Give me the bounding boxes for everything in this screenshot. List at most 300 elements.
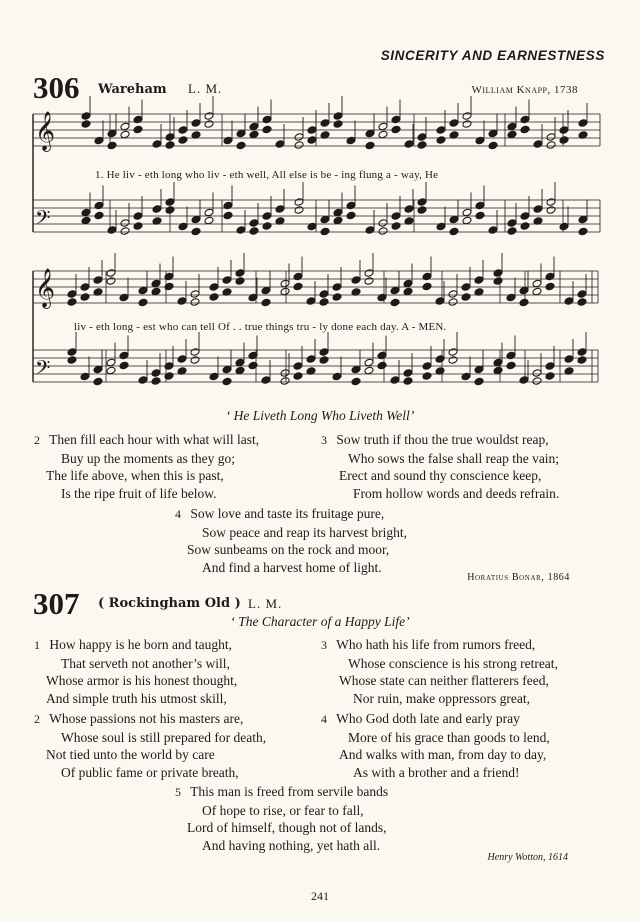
note-head [191,215,201,224]
note-head [93,365,103,374]
note-head [448,290,458,299]
note-head [223,136,233,145]
note-head [319,348,329,357]
note-head [294,141,304,150]
note-head [377,361,387,370]
note-head [236,226,246,235]
note-head [106,366,116,375]
note-head [307,222,317,231]
verse-line: And having nothing, yet hath all. [202,837,381,853]
note-head [578,119,588,128]
note-head [493,366,503,375]
hymn-307-verse-5 [175,783,388,854]
note-head [249,122,259,131]
note-head [67,348,77,357]
note-head [222,365,232,374]
note-head [488,226,498,235]
verse-line: And find a harvest home of light. [202,559,382,575]
hymn-306-verse-3 [321,431,559,502]
note-head [546,198,556,207]
bass-clef: 𝄢 [35,356,51,384]
note-head [248,293,258,302]
note-head [448,356,458,365]
note-head [81,216,91,225]
hymn-306-lyrics-line-2: liv - eth long - est who can tell Of . . true things tru - ly done each day. A - MEN. [74,321,447,333]
note-head [294,206,304,215]
note-head [190,356,200,365]
note-head [493,277,503,286]
note-head [120,219,130,228]
note-head [262,212,272,221]
note-head [520,222,530,231]
note-head [319,298,329,307]
note-head [378,219,388,228]
note-head [390,376,400,385]
verse-line: 2 Whose passions not his masters are, [34,711,244,726]
note-head [364,269,374,278]
note-head [209,293,219,302]
note-head [435,297,445,306]
note-head [378,130,388,139]
note-head [577,356,587,365]
note-head [235,277,245,286]
note-head [293,372,303,381]
note-head [333,120,343,129]
note-head [390,286,400,295]
hymn-306-composer: William Knapp, 1738 [471,84,578,96]
verse-line: Sow sunbeams on the rock and moor, [187,542,390,557]
verse-line: The life above, when this is past, [46,468,224,483]
verse-line: Of public fame or private breath, [61,764,239,780]
note-head [506,361,516,370]
section-header: SINCERITY AND EARNESTNESS [380,48,605,63]
note-head [417,198,427,207]
note-head [106,269,116,278]
note-head [448,348,458,357]
note-head [191,119,201,128]
note-head [507,219,517,228]
note-head [475,136,485,145]
note-head [474,276,484,285]
verse-line: Whose state can neither flatterers feed, [339,673,549,688]
note-head [222,377,232,386]
note-head [261,376,271,385]
note-head [204,120,214,129]
note-head [435,355,445,364]
note-head [520,115,530,124]
note-head [475,201,485,210]
note-head [293,282,303,291]
note-head [165,133,175,142]
verse-line: Nor ruin, make oppressors great, [353,690,530,706]
note-head [417,206,427,215]
note-head [204,208,214,217]
note-head [449,227,459,236]
note-head [249,219,259,228]
note-head [223,201,233,210]
note-head [488,141,498,150]
verse-line: Erect and sound thy conscience keep, [339,468,542,483]
note-head [351,365,361,374]
note-head [364,277,374,286]
note-head [578,227,588,236]
note-head [422,372,432,381]
note-head [80,372,90,381]
note-head [209,283,219,292]
note-head [152,205,162,214]
note-head [133,212,143,221]
note-head [248,361,258,370]
note-head [365,226,375,235]
note-head [346,136,356,145]
note-head [209,372,219,381]
note-head [417,141,427,150]
note-head [248,351,258,360]
note-head [391,222,401,231]
note-head [94,136,104,145]
note-head [506,351,516,360]
note-head [119,351,129,360]
note-head [364,366,374,375]
note-head [377,293,387,302]
note-head [165,206,175,215]
verse-line: 5 This man is freed from servile bands [175,784,389,799]
note-head [533,205,543,214]
note-head [235,366,245,375]
note-head [519,376,529,385]
note-head [320,119,330,128]
note-head [448,298,458,307]
note-head [107,226,117,235]
note-head [120,130,130,139]
note-head [151,369,161,378]
note-head [67,356,77,365]
note-head [474,377,484,386]
note-head [474,365,484,374]
note-head [190,298,200,307]
note-head [559,136,569,145]
note-head [307,126,317,135]
note-head [190,348,200,357]
note-head [532,377,542,386]
note-head [93,377,103,386]
note-head [351,377,361,386]
note-head [204,216,214,225]
note-head [545,362,555,371]
note-head [275,140,285,149]
verse-line: Whose armor is his honest thought, [46,673,238,688]
verse-line: Is the ripe fruit of life below. [61,485,217,501]
note-head [332,283,342,292]
hymn-307-meter: L. M. [248,596,283,611]
note-head [133,115,143,124]
note-head [306,297,316,306]
note-head [262,222,272,231]
verse-line: 2 Then fill each hour with what will last, [34,432,260,447]
verse-line: 3 Who hath his life from rumors freed, [321,637,536,652]
verse-line: 4 Who God doth late and early pray [321,711,520,726]
note-head [223,211,233,220]
note-head [178,136,188,145]
note-head [436,126,446,135]
verse-line: 3 Sow truth if thou the true wouldst reap, [321,432,549,447]
note-head [545,282,555,291]
note-head [280,369,290,378]
note-head [520,125,530,134]
note-head [390,298,400,307]
note-head [436,222,446,231]
note-head [332,372,342,381]
note-head [81,208,91,217]
note-head [293,272,303,281]
note-head [578,215,588,224]
note-head [204,112,214,121]
note-head [462,120,472,129]
note-head [436,136,446,145]
note-head [462,208,472,217]
hymn-306-verse-2 [34,431,259,502]
hymn-306-number: 306 [33,70,80,105]
note-head [235,358,245,367]
note-head [151,377,161,386]
note-head [320,227,330,236]
note-head [138,298,148,307]
note-head [403,279,413,288]
note-head [546,133,556,142]
note-head [333,208,343,217]
note-head [164,362,174,371]
hymn-306-tune: Wareham [98,82,167,97]
note-head [577,290,587,299]
hymn-307-verse-2 [34,710,266,781]
note-head [177,355,187,364]
note-head [151,279,161,288]
note-head [294,198,304,207]
page-number: 241 [311,889,329,903]
note-head [191,227,201,236]
note-head [364,358,374,367]
verse-line: Buy up the moments as they go; [61,450,235,466]
note-head [422,362,432,371]
verse-line: More of his grace than goods to lend, [348,729,550,745]
note-head [106,358,116,367]
hymn-306-verse-4 [175,505,407,576]
note-head [236,141,246,150]
note-head [403,369,413,378]
note-head [294,133,304,142]
note-head [462,216,472,225]
note-head [280,287,290,296]
note-head [422,282,432,291]
note-head [94,201,104,210]
note-head [178,126,188,135]
note-head [138,376,148,385]
note-head [177,297,187,306]
verse-line: That serveth not another’s will, [61,655,230,671]
note-head [222,276,232,285]
note-head [449,119,459,128]
note-head [391,125,401,134]
note-head [365,129,375,138]
hymn-307-title: ‘ The Character of a Happy Life’ [230,614,410,629]
note-head [275,205,285,214]
treble-clef: 𝄞 [35,268,56,308]
note-head [261,286,271,295]
verse-line: And simple truth his utmost skill, [46,690,227,706]
verse-line: 4 Sow love and taste its fruitage pure, [175,506,385,521]
note-head [332,293,342,302]
note-head [120,122,130,131]
note-head [178,222,188,231]
note-head [564,355,574,364]
verse-line: Not tied unto the world by care [46,747,215,762]
note-head [261,298,271,307]
note-head [165,198,175,207]
note-head [319,290,329,299]
note-head [249,130,259,139]
hymn-307-verse-4 [321,710,550,781]
note-head [546,141,556,150]
verse-line: Lord of himself, though not of lands, [187,820,387,835]
note-head [493,269,503,278]
hymn-307-author: Henry Wotton, 1614 [487,852,568,863]
hymn-307-verse-3 [321,636,558,707]
note-head [81,112,91,121]
note-head [346,201,356,210]
note-head [488,129,498,138]
note-head [280,377,290,386]
note-head [67,290,77,299]
note-head [577,348,587,357]
note-head [346,211,356,220]
note-head [138,286,148,295]
verse-line: Of hope to rise, or fear to fall, [202,802,364,818]
note-head [190,290,200,299]
note-head [293,362,303,371]
note-head [506,293,516,302]
note-head [564,297,574,306]
verse-line: Whose conscience is his strong retreat, [348,655,558,671]
note-head [461,293,471,302]
note-head [93,276,103,285]
note-head [67,298,77,307]
note-head [235,269,245,278]
note-head [365,141,375,150]
note-head [519,286,529,295]
note-head [546,206,556,215]
note-head [307,136,317,145]
note-head [449,215,459,224]
note-head [133,125,143,134]
note-head [378,227,388,236]
hymn-307-verse-1 [34,636,237,707]
note-head [306,355,316,364]
note-head [417,133,427,142]
verse-line: Who sows the false shall reap the vain; [348,450,560,466]
hymn-306-meter: L. M. [188,81,223,96]
note-head [462,112,472,121]
verse-line: From hollow words and deeds refrain. [353,485,560,501]
verse-line: And walks with man, from day to day, [339,747,547,762]
verse-line: 1 How happy is he born and taught, [34,637,232,652]
note-head [533,140,543,149]
note-head [280,279,290,288]
note-head [507,130,517,139]
note-head [333,112,343,121]
note-head [404,140,414,149]
note-head [164,372,174,381]
note-head [532,279,542,288]
note-head [577,298,587,307]
note-head [532,369,542,378]
verse-line: Sow peace and reap its harvest bright, [202,524,408,540]
note-head [319,356,329,365]
note-head [404,205,414,214]
note-head [107,129,117,138]
note-head [262,115,272,124]
hymn-306-author: Horatius Bonar, 1864 [467,572,570,583]
note-head [151,287,161,296]
note-head [461,372,471,381]
note-head [164,282,174,291]
note-head [236,129,246,138]
note-head [422,272,432,281]
note-head [378,122,388,131]
note-head [559,126,569,135]
note-head [320,215,330,224]
note-head [545,272,555,281]
note-head [507,122,517,131]
note-head [120,227,130,236]
bass-clef: 𝄢 [35,206,51,234]
hymn-306-lyrics-line-1: 1. He liv - eth long who liv - eth well, All else is be - ing flung a - way, He [95,169,439,181]
note-head [119,293,129,302]
verse-line: Whose soul is still prepared for death, [61,729,267,745]
verse-line: As with a brother and a friend! [353,764,520,780]
note-head [165,141,175,150]
note-head [391,212,401,221]
note-head [532,287,542,296]
note-head [461,283,471,292]
note-head [507,227,517,236]
note-head [249,227,259,236]
note-head [262,125,272,134]
note-head [351,276,361,285]
note-head [80,283,90,292]
note-head [94,211,104,220]
note-head [403,377,413,386]
note-head [377,351,387,360]
treble-clef: 𝄞 [35,111,56,151]
note-head [391,115,401,124]
note-head [493,358,503,367]
hymn-307-tune: ( Rockingham Old ) [98,596,241,611]
note-head [519,298,529,307]
note-head [80,293,90,302]
note-head [475,211,485,220]
note-head [520,212,530,221]
note-head [107,141,117,150]
note-head [106,277,116,286]
note-head [559,222,569,231]
note-head [81,120,91,129]
note-head [333,216,343,225]
note-head [545,372,555,381]
hymn-306-title: ‘ He Liveth Long Who Liveth Well’ [225,408,415,423]
note-head [164,272,174,281]
note-head [133,222,143,231]
note-head [152,140,162,149]
